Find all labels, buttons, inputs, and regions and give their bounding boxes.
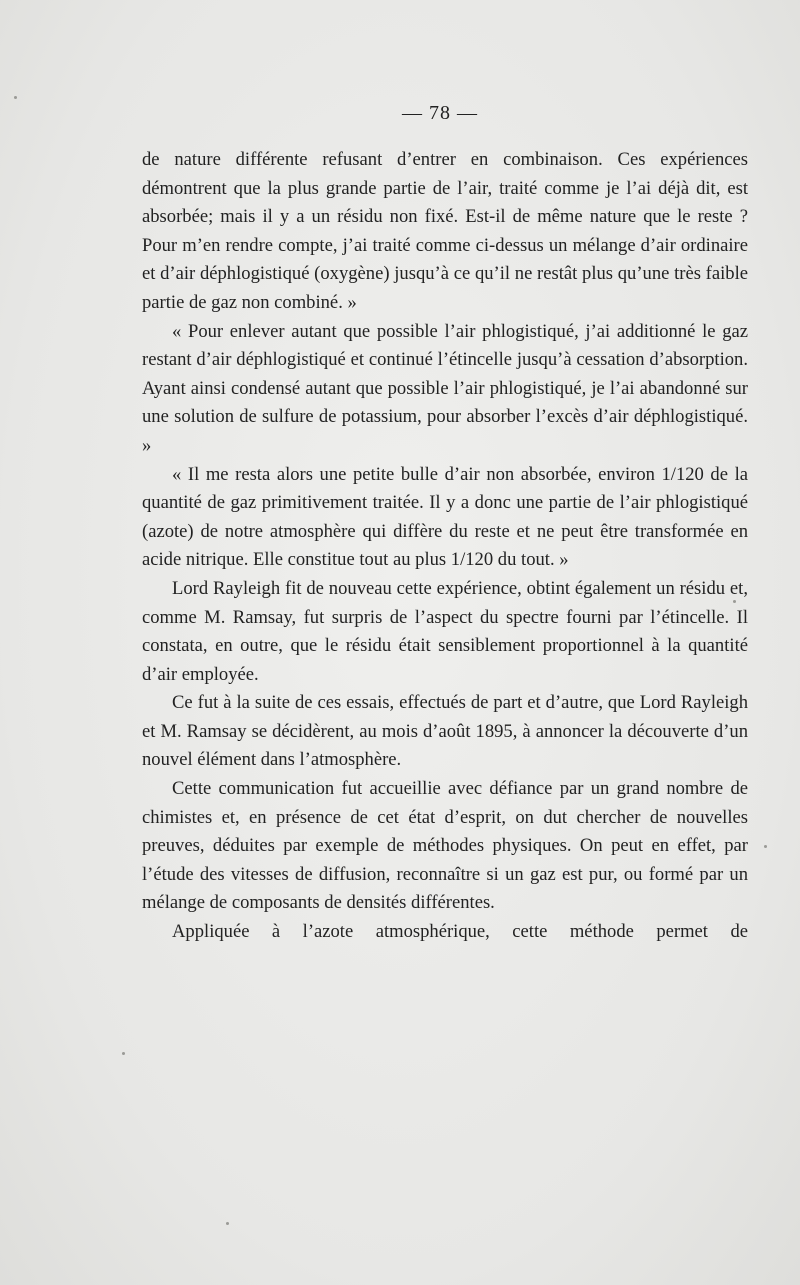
paragraph-7: Appliquée à l’azote atmosphérique, cette méthode permet de bbox=[172, 921, 748, 943]
paragraph-6: Cette communication fut accueillie avec défiance par un grand nombre de chimistes et, en présence de cet état d’esprit, on dut chercher de nouvelles preuves, déduites par exemple de méthodes physiques. On peut en effet, par l’étude des vitesses de diffusion, reconnaître si un gaz est pur, ou formé par un mélange de composants de densités différentes. bbox=[142, 778, 748, 914]
paragraph-4: Lord Rayleigh fit de nouveau cette expérience, obtint également un résidu et, comme M. Ramsay, fut surpris de l’aspect du spectre fourni par l’étincelle. Il constata, en outre, que le résidu était sensiblement proportionnel à la quantité d’air employée. bbox=[142, 577, 748, 685]
paper-speck bbox=[764, 845, 767, 848]
paragraph-3: « Il me resta alors une petite bulle d’air non absorbée, environ 1/120 de la quantité de gaz primitivement traitée. Il y a donc une partie de l’air phlogistiqué (azote) de notre atmosphère qui diffère du reste et ne peut être transformée en acide nitrique. Elle constitue tout au plus 1/120 du tout. » bbox=[142, 463, 748, 571]
paper-speck bbox=[733, 600, 736, 603]
paper-speck bbox=[14, 96, 17, 99]
paper-speck bbox=[226, 1222, 229, 1225]
paragraph-1: de nature différente refusant d’entrer en combinaison. Ces expériences démontrent que la plus grande partie de l’air, traité comme je l’ai déjà dit, est absorbée; mais il y a un résidu non fixé. Est-il de même nature que le reste ? Pour m’en rendre compte, j’ai traité comme ci-dessus un mélange d’air ordinaire et d’air déphlogistiqué (oxygène) jusqu’à ce qu’il ne restât plus qu’une très faible partie de gaz non combiné. » bbox=[142, 149, 748, 313]
paragraph-2: « Pour enlever autant que possible l’air phlogistiqué, j’ai additionné le gaz restant d’air déphlogistiqué et continué l’étincelle jusqu’à cessation d’absorption. Ayant ainsi condensé autant que possible l’air phlogistiqué, je l’ai abandonné sur une solution de sulfure de potassium, pour absorber l’excès d’air déphlogistiqué. » bbox=[142, 320, 748, 456]
paper-speck bbox=[122, 1052, 125, 1055]
paragraph-5: Ce fut à la suite de ces essais, effectués de part et d’autre, que Lord Rayleigh et M. Ramsay se décidèrent, au mois d’août 1895, à annoncer la découverte d’un nouvel élément dans l’atmosphère. bbox=[142, 692, 748, 771]
page-number: — 78 — bbox=[402, 102, 478, 124]
body-text bbox=[142, 146, 748, 947]
